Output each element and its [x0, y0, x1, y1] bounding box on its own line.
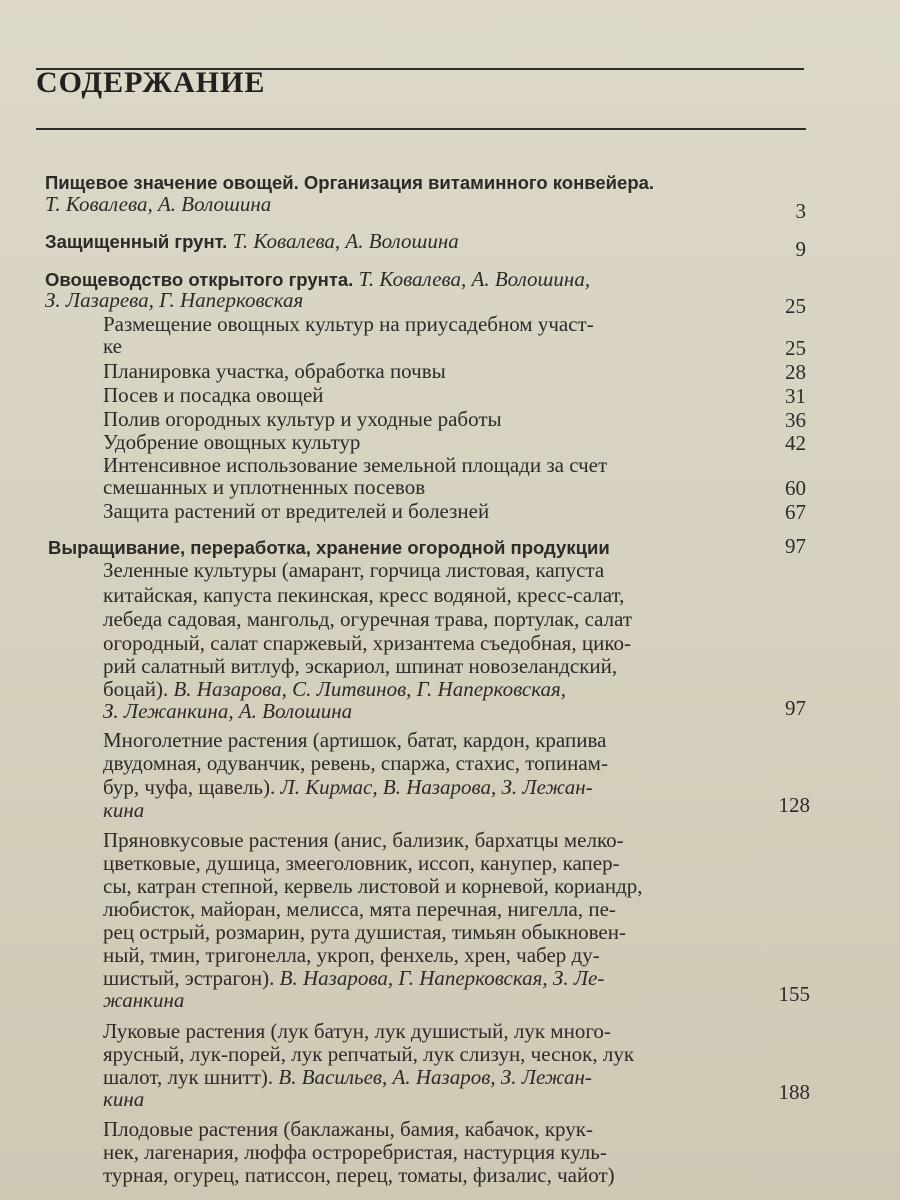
toc-line	[103, 454, 607, 476]
entry-text: любисток, майоран, мелисса, мята перечная, нигелла, пе-	[103, 897, 616, 921]
page-number: 128	[778, 793, 810, 817]
page-number: 67	[785, 500, 806, 524]
entry-text: нек, лагенария, люффа остроребристая, настурция куль-	[103, 1140, 607, 1164]
authors: кина	[103, 1087, 145, 1111]
toc-line	[103, 1141, 607, 1163]
toc-line	[103, 1066, 592, 1088]
page-number: 9	[795, 237, 806, 261]
toc-line	[103, 898, 616, 920]
entry-text: огородный, салат спаржевый, хризантема съедобная, цико-	[103, 631, 631, 655]
toc-line	[103, 313, 594, 335]
entry-text: смешанных и уплотненных посевов	[103, 475, 426, 499]
authors: кина	[103, 798, 145, 822]
toc-line	[103, 632, 631, 654]
title-underline-rule	[36, 128, 806, 130]
page-number: 36	[785, 408, 806, 432]
page-number: 60	[785, 476, 806, 500]
toc-line	[103, 799, 144, 821]
entry-text: шалот, лук шнитт).	[103, 1065, 274, 1089]
toc-line	[103, 476, 425, 498]
entry-text: Защита растений от вредителей и болезней	[103, 499, 490, 523]
entry-text: Луковые растения (лук батун, лук душистый, лук много-	[103, 1019, 611, 1043]
section-title: Пищевое значение овощей. Организация витаминного конвейера.	[45, 172, 655, 193]
toc-line	[103, 584, 624, 606]
entry-text: двудомная, одуванчик, ревень, спаржа, стахис, топинам-	[103, 751, 608, 775]
authors: З. Лежанкина, А. Волошина	[103, 699, 353, 723]
entry-text: китайская, капуста пекинская, кресс водяной, кресс-салат,	[103, 583, 625, 607]
toc-line	[103, 1164, 615, 1186]
entry-text: Полив огородных культур и уходные работы	[103, 407, 502, 431]
toc-line	[103, 608, 632, 630]
page-number: 97	[785, 534, 806, 558]
authors: В. Васильев, А. Назаров, З. Лежан-	[273, 1065, 592, 1089]
page-number: 188	[778, 1080, 810, 1104]
authors: В. Назарова, С. Литвинов, Г. Наперковская,	[168, 677, 567, 701]
toc-line	[103, 729, 606, 751]
entry-text: турная, огурец, патиссон, перец, томаты, физалис, чайот)	[103, 1163, 615, 1187]
entry-text: сы, катран степной, кервель листовой и корневой, кориандр,	[103, 874, 643, 898]
page-number: 97	[785, 696, 806, 720]
section-title: Защищенный грунт.	[45, 231, 228, 252]
entry-text: ярусный, лук-порей, лук репчатый, лук слизун, чеснок, лук	[103, 1042, 635, 1066]
toc-line	[103, 559, 604, 581]
authors: Т. Ковалева, А. Волошина	[227, 229, 459, 253]
page-number: 155	[778, 982, 810, 1006]
entry-text: Пряновкусовые растения (анис, бализик, бархатцы мелко-	[103, 828, 624, 852]
toc-line	[103, 921, 626, 943]
toc-line	[103, 752, 608, 774]
toc-line	[103, 967, 604, 989]
toc-line	[103, 678, 566, 700]
toc-line	[103, 384, 324, 406]
authors: жанкина	[103, 988, 185, 1012]
toc-line	[103, 989, 184, 1011]
authors: В. Назарова, Г. Наперковская, З. Ле-	[274, 966, 605, 990]
authors: З. Лазарева, Г. Наперковская	[45, 288, 304, 312]
toc-line	[45, 289, 303, 311]
toc-line	[45, 171, 654, 194]
toc-line	[103, 829, 624, 851]
entry-text: Плодовые растения (баклажаны, бамия, кабачок, крук-	[103, 1117, 593, 1141]
page-number: 31	[785, 384, 806, 408]
entry-text: Многолетние растения (артишок, батат, кардон, крапива	[103, 728, 607, 752]
toc-line	[103, 1088, 144, 1110]
section-title: Выращивание, переработка, хранение огородной продукции	[48, 537, 610, 558]
entry-text: ный, тмин, тригонелла, укроп, фенхель, хрен, чабер ду-	[103, 943, 600, 967]
authors: Л. Кирмас, В. Назарова, З. Лежан-	[275, 775, 593, 799]
toc-line	[103, 360, 446, 382]
entry-text: ке	[103, 334, 123, 358]
toc-line	[103, 852, 620, 874]
entry-text: боцай).	[103, 677, 169, 701]
toc-line	[103, 944, 600, 966]
toc-line	[103, 335, 122, 357]
entry-text: Интенсивное использование земельной площади за счет	[103, 453, 608, 477]
toc-line	[103, 500, 489, 522]
entry-text: Планировка участка, обработка почвы	[103, 359, 446, 383]
toc-line	[103, 1043, 634, 1065]
entry-text: Посев и посадка овощей	[103, 383, 324, 407]
entry-text: Удобрение овощных культур	[103, 430, 361, 454]
toc-line	[103, 875, 643, 897]
toc-line	[103, 655, 617, 677]
entry-text: бур, чуфа, щавель).	[103, 775, 276, 799]
toc-line	[48, 536, 610, 559]
toc-line	[103, 776, 593, 798]
page-number: 3	[795, 199, 806, 223]
page-number: 28	[785, 360, 806, 384]
toc-line	[103, 431, 360, 453]
toc-line	[103, 1118, 593, 1140]
toc-line	[45, 193, 271, 215]
entry-text: Зеленные культуры (амарант, горчица листовая, капуста	[103, 558, 605, 582]
entry-text: лебеда садовая, мангольд, огуречная трава, портулак, салат	[103, 607, 633, 631]
toc-line	[103, 408, 502, 430]
entry-text: Размещение овощных культур на приусадебном участ-	[103, 312, 594, 336]
page-number: 25	[785, 336, 806, 360]
toc-line	[103, 1020, 611, 1042]
section-title: Овощеводство открытого грунта.	[45, 269, 354, 290]
toc-line	[45, 230, 459, 253]
page-number: 25	[785, 294, 806, 318]
authors: Т. Ковалева, А. Волошина,	[353, 267, 591, 291]
entry-text: рец острый, розмарин, рута душистая, тимьян обыкновен-	[103, 920, 626, 944]
page-number: 42	[785, 431, 806, 455]
entry-text: цветковые, душица, змееголовник, иссоп, канупер, капер-	[103, 851, 620, 875]
authors: Т. Ковалева, А. Волошина	[45, 192, 272, 216]
entry-text: рий салатный витлуф, эскариол, шпинат новозеландский,	[103, 654, 618, 678]
entry-text: шистый, эстрагон).	[103, 966, 275, 990]
page-title: СОДЕРЖАНИЕ	[36, 66, 266, 99]
toc-line	[103, 700, 352, 722]
